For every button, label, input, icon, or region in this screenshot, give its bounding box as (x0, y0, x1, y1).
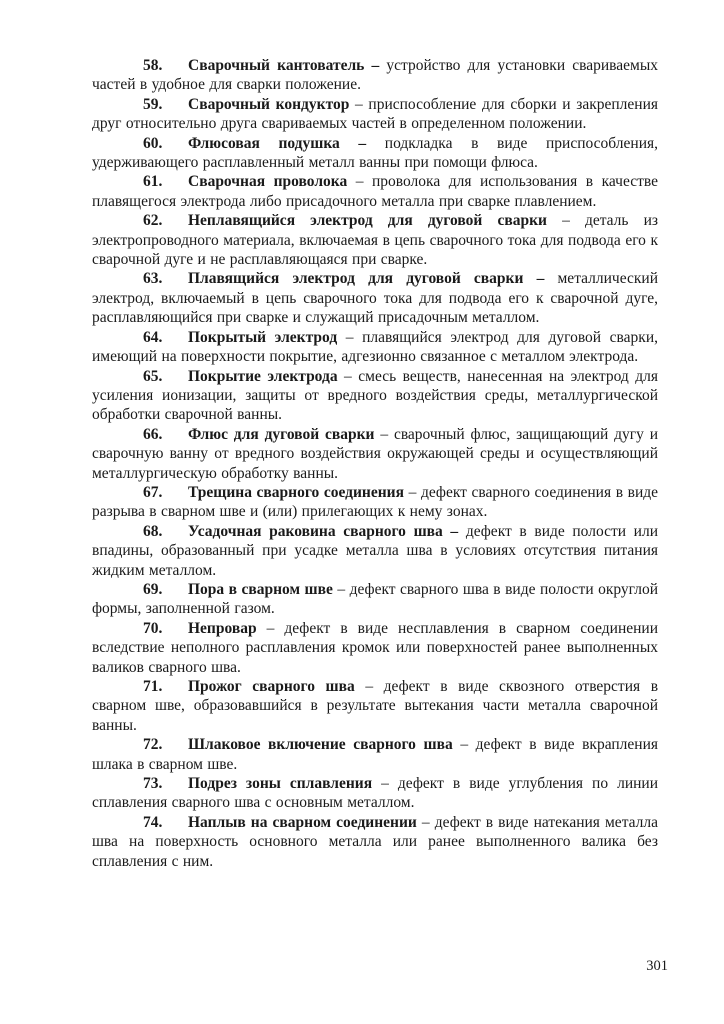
glossary-list (92, 56, 658, 871)
entry-term: Шлаковое включение сварного шва (188, 736, 453, 754)
entry-dash: – (266, 619, 275, 637)
entry-dash: – (365, 678, 374, 695)
glossary-entry (92, 522, 658, 580)
entry-term: Усадочная раковина сварного шва (188, 522, 443, 540)
entry-term: Сварочная проволока (188, 173, 348, 191)
entry-dash: – (355, 95, 363, 113)
entry-term: Прожог сварного шва (188, 678, 355, 695)
separator-space (366, 135, 385, 152)
entry-dash: – (408, 483, 417, 501)
entry-number: 65. (143, 367, 163, 385)
entry-dash: – (381, 775, 389, 793)
entry-number: 58. (143, 57, 163, 74)
entry-definition: сварочный флюс, защищающий дугу и сварочную ванну от вредного воздействия окружающей среды и осуществляющий металлургическую обработку ванны. (92, 425, 659, 482)
separator-space (458, 523, 466, 540)
entry-term: Плавящийся электрод для дуговой сварки (188, 270, 524, 288)
entry-term: Наплыв на сварном соединении (188, 813, 417, 831)
entry-term: Флюс для дуговой сварки (188, 425, 375, 443)
entry-term: Покрытие электрода (188, 367, 338, 385)
separator-space (363, 173, 372, 190)
entry-definition: дефект в виде вкрапления шлака в сварном шве. (92, 736, 659, 773)
entry-dash: – (380, 425, 389, 443)
entry-number: 73. (143, 775, 163, 793)
separator-space (373, 678, 384, 695)
entry-definition: устройство для установки свариваемых частей в удобное для сварки положение. (92, 57, 659, 94)
entry-dash: – (371, 57, 380, 74)
entry-number: 62. (143, 212, 163, 230)
glossary-entry (92, 367, 658, 425)
entry-dash: – (562, 212, 570, 230)
entry-term: Покрытый электрод (188, 328, 338, 346)
glossary-entry (92, 774, 658, 813)
entry-number: 61. (143, 173, 163, 191)
separator-space (544, 270, 557, 287)
entry-dash: – (358, 134, 367, 152)
entry-definition: деталь из электропроводного материала, включаемая в цепь сварочного тока для подвода его к сварочной дуге и не расплавляющаяся при сварке. (92, 212, 659, 269)
glossary-entry (92, 619, 658, 677)
entry-number: 66. (143, 425, 163, 443)
entry-number: 71. (143, 678, 163, 695)
glossary-entry (92, 95, 658, 134)
glossary-entry (92, 483, 658, 522)
entry-number: 63. (143, 270, 163, 288)
entry-term: Трещина сварного соединения (188, 483, 404, 501)
entry-dash: – (536, 270, 545, 288)
separator-space (274, 620, 284, 637)
entry-number: 64. (143, 328, 163, 346)
separator-space (337, 329, 346, 346)
separator-space (547, 212, 562, 229)
entry-number: 72. (143, 736, 163, 754)
separator-space (468, 736, 476, 753)
separator-space (372, 775, 381, 792)
glossary-entry (92, 328, 658, 367)
glossary-entry (92, 269, 658, 327)
entry-term: Сварочный кондуктор (188, 95, 350, 113)
entry-dash: – (345, 328, 354, 346)
glossary-entry (92, 677, 658, 735)
glossary-entry (92, 172, 658, 211)
entry-definition: приспособление для сборки и закрепления друг относительно друга свариваемых частей в определенном положении. (92, 95, 659, 133)
separator-space (354, 329, 363, 346)
entry-definition: дефект в виде углубления по линии сплавления сварного шва с основным металлом. (92, 775, 658, 812)
entry-definition: дефект сварного шва в виде полости округлой формы, заполненной газом. (92, 580, 659, 618)
entry-dash: – (344, 367, 352, 385)
entry-definition: проволока для использования в качестве плавящегося электрода либо присадочного металла при сварке плавлением. (92, 173, 659, 210)
entry-dash: – (421, 813, 430, 831)
separator-space (355, 678, 366, 695)
separator-space (389, 775, 398, 792)
entry-number: 67. (143, 483, 163, 501)
entry-term: Сварочный кантователь (188, 57, 365, 74)
entry-definition: металлический электрод, включаемый в цепь сварочного тока для подвода его к сварочной дуге, расплавляющийся при сварке и служащий присадочным металлом. (92, 270, 658, 327)
entry-term: Неплавящийся электрод для дуговой сварки (188, 212, 547, 230)
entry-definition: смесь веществ, нанесенная на электрод для усиления ионизации, защиты от вредного воздействия среды, металлургической обработки сварочной ванны. (92, 367, 658, 424)
entry-number: 68. (143, 522, 163, 540)
glossary-entry (92, 56, 658, 95)
entry-definition: дефект в виде полости или впадины, образованный при усадке металла шва в условиях отсутствия питания жидким металлом. (92, 522, 659, 579)
glossary-entry (92, 813, 658, 871)
separator-space (347, 173, 356, 190)
entry-definition: плавящийся электрод для дуговой сварки, имеющий на поверхности покрытие, адгезионно связанное с металлом электрода. (92, 328, 658, 366)
glossary-entry (92, 580, 658, 619)
glossary-entry (92, 134, 658, 173)
entry-term: Пора в сварном шве (188, 580, 333, 598)
entry-definition: дефект в виде сквозного отверстия в сварном шве, образовавшийся в результате вытекания части металла сварочной ванны. (92, 678, 659, 734)
entry-term: Флюсовая подушка (188, 134, 340, 152)
entry-definition: дефект в виде натекания металла шва на поверхность основного металла или ранее выполненного валика без сплавления с ним. (92, 813, 659, 870)
entry-definition: дефект в виде несплавления в сварном соединении вследствие неполного расплавления кромок или поверхностей ранее выполненных валиков сварного шва. (92, 619, 659, 676)
glossary-entry (92, 211, 658, 269)
entry-dash: – (460, 736, 469, 754)
entry-number: 60. (143, 134, 163, 152)
entry-definition: подкладка в виде приспособления, удерживающего расплавленный металл ванны при помощи флюса. (92, 134, 658, 172)
entry-dash: – (450, 522, 459, 540)
entry-term: Непровар (188, 619, 257, 637)
separator-space (523, 270, 536, 287)
separator-space (570, 212, 585, 229)
entry-term: Подрез зоны сплавления (188, 775, 373, 793)
entry-dash: – (355, 173, 364, 191)
entry-number: 59. (143, 95, 163, 113)
entry-definition: дефект сварного соединения в виде разрыва в сварном шве и (или) прилегающих к нему зонах. (92, 483, 659, 521)
entry-dash: – (337, 580, 346, 598)
entry-number: 70. (143, 619, 163, 637)
page-number: 301 (646, 958, 668, 974)
glossary-entry (92, 735, 658, 774)
separator-space (364, 57, 371, 74)
separator-space (340, 135, 359, 152)
entry-number: 74. (143, 813, 163, 831)
separator-space (257, 620, 267, 637)
entry-number: 69. (143, 580, 163, 598)
glossary-entry (92, 425, 658, 483)
